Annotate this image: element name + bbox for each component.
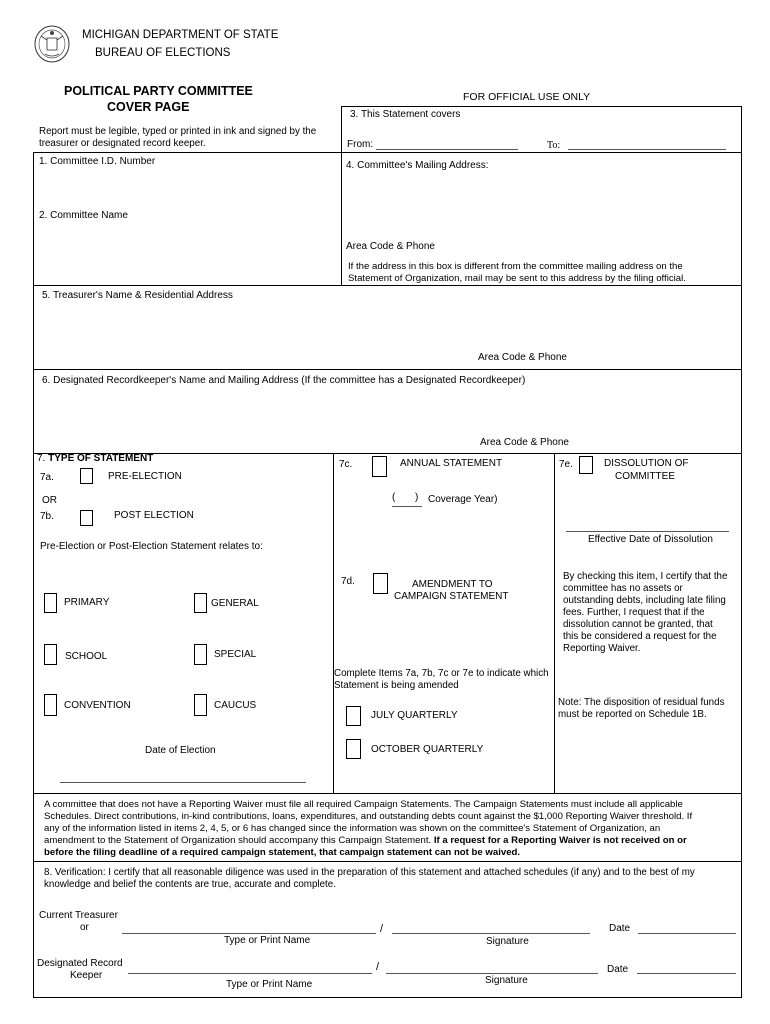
dissolution-label-line2: COMMITTEE <box>615 471 675 482</box>
instructions-line2: treasurer or designated record keeper. <box>39 138 206 149</box>
annual-statement-checkbox[interactable] <box>372 456 387 477</box>
certify-line-6: this be considered a request for the <box>563 631 717 642</box>
treasurer-date-label: Date <box>609 923 631 934</box>
date-of-election-label: Date of Election <box>145 745 216 756</box>
section6-phone-label: Area Code & Phone <box>480 437 569 448</box>
frame-left <box>33 152 34 997</box>
general-label: GENERAL <box>211 598 259 609</box>
effective-date-label: Effective Date of Dissolution <box>588 534 713 545</box>
section3-top <box>341 106 741 107</box>
section3-left <box>341 106 342 152</box>
notice-top <box>33 793 742 794</box>
keeper-label-line2: Keeper <box>70 970 103 981</box>
section4-label: 4. Committee's Mailing Address: <box>346 160 489 171</box>
item-7d-code: 7d. <box>341 576 355 587</box>
treasurer-name-field[interactable] <box>122 933 376 934</box>
effective-date-field[interactable] <box>566 531 729 532</box>
certify-line-5: dissolution cannot be granted, that <box>563 619 713 630</box>
frame-right <box>741 106 742 997</box>
amendment-checkbox[interactable] <box>373 573 388 594</box>
school-checkbox[interactable] <box>44 644 57 665</box>
row6-top <box>33 369 742 370</box>
post-election-checkbox[interactable] <box>80 510 93 526</box>
michigan-seal-icon <box>33 24 71 64</box>
complete-items-line1: Complete Items 7a, 7b, 7c or 7e to indicate which <box>334 668 549 679</box>
notice-line1: A committee that does not have a Reporting Waiver must file all required Campaign Statements. The Campaign Statements must include all applicable <box>44 799 683 810</box>
dissolution-checkbox[interactable] <box>579 456 593 474</box>
special-checkbox[interactable] <box>194 644 207 665</box>
coverage-paren-close: ) <box>415 492 419 503</box>
treasurer-date-field[interactable] <box>638 933 736 934</box>
coverage-year-field[interactable] <box>392 506 422 507</box>
treasurer-signature-field[interactable] <box>392 933 590 934</box>
section3-from-label: From: <box>347 139 374 150</box>
amendment-label-line2: CAMPAIGN STATEMENT <box>394 591 509 602</box>
annual-statement-label: ANNUAL STATEMENT <box>400 458 503 469</box>
treasurer-label-line1: Current Treasurer <box>39 910 118 921</box>
frame-bottom <box>33 997 742 998</box>
school-label: SCHOOL <box>65 651 108 662</box>
general-checkbox[interactable] <box>194 593 207 613</box>
certify-line-2: committee has no assets or <box>563 583 683 594</box>
section4-note-line1: If the address in this box is different from the committee mailing address on the <box>348 261 683 272</box>
section5-phone-label: Area Code & Phone <box>478 352 567 363</box>
post-election-label: POST ELECTION <box>114 510 194 521</box>
form-title-line1: POLITICAL PARTY COMMITTEE <box>64 84 253 98</box>
notice-line4: amendment to the Statement of Organization should accompany this Campaign Statement. If a request for a Reporting Waiver is not received on or <box>44 835 687 846</box>
section3-from-field[interactable] <box>376 149 518 150</box>
row7-divider-2 <box>554 453 555 793</box>
keeper-signature-label: Signature <box>485 975 528 986</box>
july-quarterly-checkbox[interactable] <box>346 706 361 726</box>
notice-line2: Schedules. Direct contributions, in-kind contributions, loans, expenditures, and outstanding debts count against the $1,000 Reporting Waiver threshold. If <box>44 811 693 822</box>
coverage-paren-open: ( <box>392 492 396 503</box>
keeper-date-field[interactable] <box>637 973 736 974</box>
certify-line-3: outstanding debts, including late filing <box>563 595 726 606</box>
form-title-line2: COVER PAGE <box>107 100 190 114</box>
section5-label: 5. Treasurer's Name & Residential Address <box>42 290 233 301</box>
october-quarterly-label: OCTOBER QUARTERLY <box>371 744 484 755</box>
department-name: MICHIGAN DEPARTMENT OF STATE <box>82 29 279 41</box>
row7-divider-1 <box>333 453 334 793</box>
notice-line5: before the filing deadline of a required campaign statement, that campaign statement can not be waived. <box>44 847 521 858</box>
keeper-slash: / <box>376 961 380 973</box>
keeper-signature-field[interactable] <box>386 973 598 974</box>
caucus-checkbox[interactable] <box>194 694 207 716</box>
bureau-name: BUREAU OF ELECTIONS <box>95 47 231 59</box>
section1-label: 1. Committee I.D. Number <box>39 156 156 167</box>
verification-line2: knowledge and belief the contents are true, accurate and complete. <box>44 879 336 890</box>
treasurer-type-print-label: Type or Print Name <box>224 935 311 946</box>
pre-election-checkbox[interactable] <box>80 468 93 484</box>
verification-line1: 8. Verification: I certify that all reasonable diligence was used in the preparation of this statement and attached schedules (if any) and to the best of my <box>44 867 695 878</box>
section3-to-field[interactable] <box>568 149 726 150</box>
or-label: OR <box>42 495 57 506</box>
section3-to-label: To: <box>547 140 561 151</box>
residual-note-line2: must be reported on Schedule 1B. <box>558 709 707 720</box>
item-7e-code: 7e. <box>559 459 573 470</box>
item-7c-code: 7c. <box>339 459 353 470</box>
section6-label: 6. Designated Recordkeeper's Name and Mailing Address (If the committee has a Designated Recordkeeper) <box>42 375 526 386</box>
section8-top <box>33 861 742 862</box>
notice-line3: any of the information listed in items 2, 4, 5, or 6 has changed since the information was shown on the committee's Statement of Organization, an <box>44 823 661 834</box>
pre-election-label: PRE-ELECTION <box>108 471 182 482</box>
certify-line-4: fees. Further, I request that if the <box>563 607 705 618</box>
october-quarterly-checkbox[interactable] <box>346 739 361 759</box>
certify-line-1: By checking this item, I certify that the <box>563 571 728 582</box>
complete-items-line2: Statement is being amended <box>334 680 459 691</box>
keeper-date-label: Date <box>607 964 629 975</box>
keeper-type-print-label: Type or Print Name <box>226 979 313 990</box>
primary-label: PRIMARY <box>64 597 110 608</box>
section3-label: 3. This Statement covers <box>350 109 461 120</box>
row5-top <box>33 285 742 286</box>
special-label: SPECIAL <box>214 649 257 660</box>
section2-label: 2. Committee Name <box>39 210 128 221</box>
residual-note-line1: Note: The disposition of residual funds <box>558 697 725 708</box>
item-7b-code: 7b. <box>40 511 54 522</box>
middle-divider-top <box>341 152 342 285</box>
date-of-election-field[interactable] <box>60 782 306 783</box>
section4-note-line2: Statement of Organization, mail may be sent to this address by the filing official. <box>348 273 686 284</box>
convention-checkbox[interactable] <box>44 694 57 716</box>
dissolution-label-line1: DISSOLUTION OF <box>604 458 689 469</box>
amendment-label-line1: AMENDMENT TO <box>412 579 493 590</box>
certify-line-7: Reporting Waiver. <box>563 643 641 654</box>
item-7a-code: 7a. <box>40 472 54 483</box>
keeper-name-field[interactable] <box>128 973 372 974</box>
caucus-label: CAUCUS <box>214 700 257 711</box>
july-quarterly-label: JULY QUARTERLY <box>371 710 458 721</box>
row-top-line <box>33 152 742 153</box>
instructions-line1: Report must be legible, typed or printed in ink and signed by the <box>39 126 317 137</box>
treasurer-signature-label: Signature <box>486 936 529 947</box>
section7-label: 7. TYPE OF STATEMENT <box>37 453 154 464</box>
section4-phone-label: Area Code & Phone <box>346 241 435 252</box>
coverage-year-label: Coverage Year) <box>428 494 498 505</box>
official-use-label: FOR OFFICIAL USE ONLY <box>463 91 591 103</box>
treasurer-label-line2: or <box>80 922 89 933</box>
convention-label: CONVENTION <box>64 700 131 711</box>
primary-checkbox[interactable] <box>44 593 57 613</box>
treasurer-slash: / <box>380 923 384 935</box>
relates-to-label: Pre-Election or Post-Election Statement relates to: <box>40 541 263 552</box>
keeper-label-line1: Designated Record <box>37 958 123 969</box>
